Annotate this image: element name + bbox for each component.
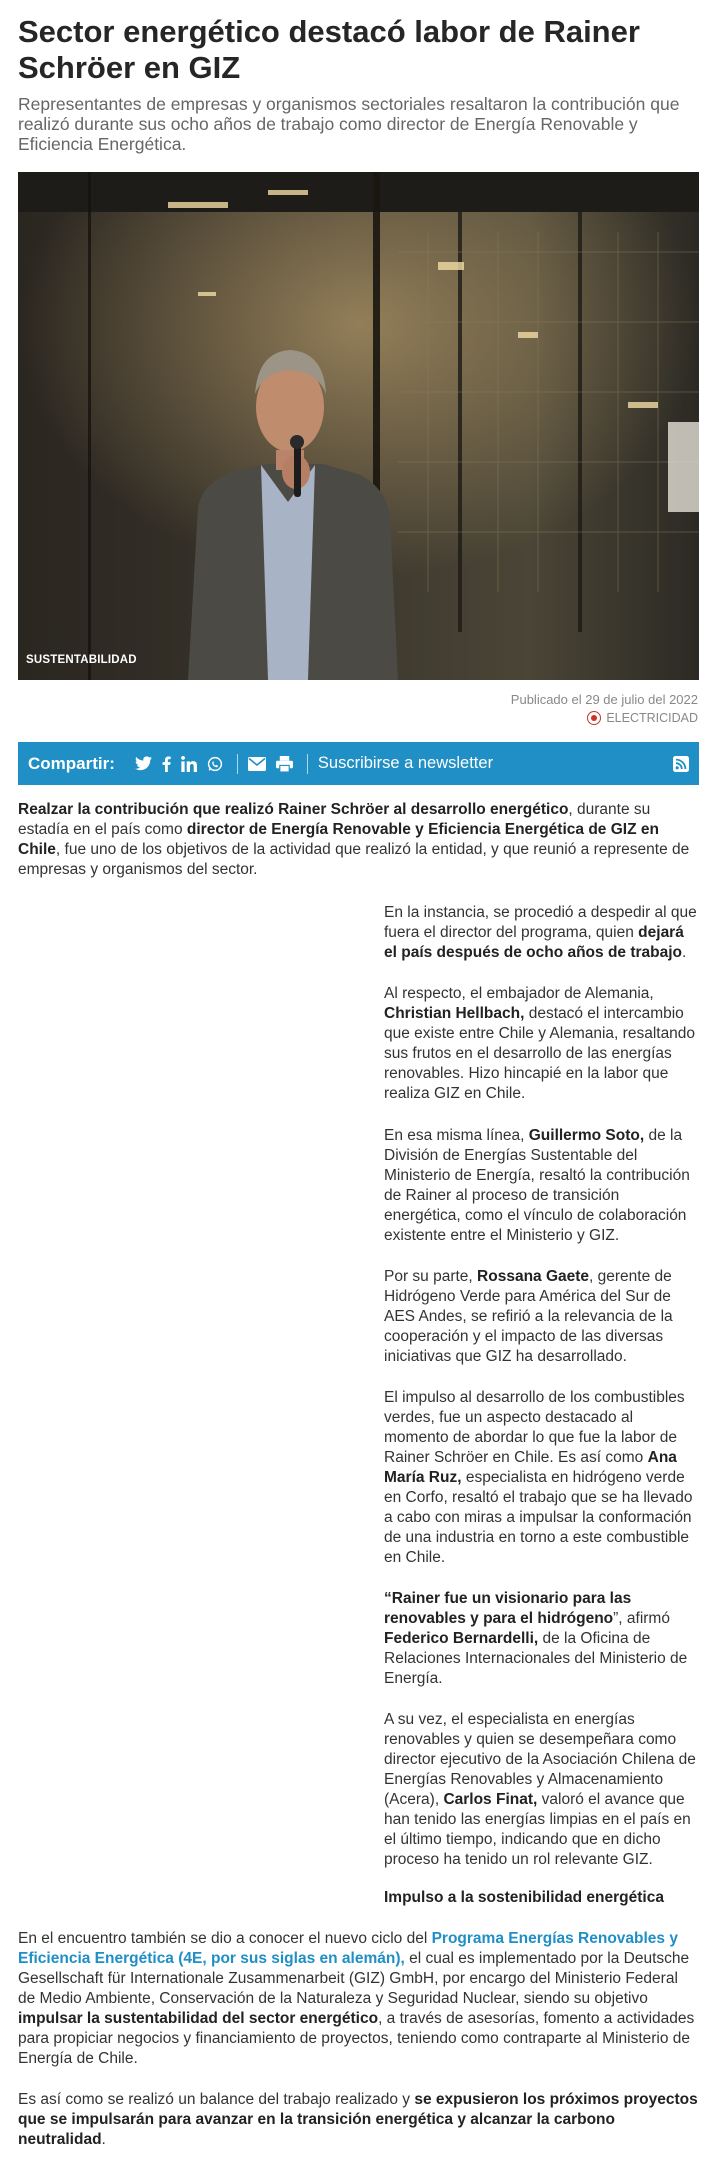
p7-text-1: A su vez, el especialista en energías renovables y quien se desempeñara como director ejecutivo de la Asociación Chilena de Energías Renovables y Almacenamiento (Acera),	[384, 1711, 696, 1808]
p5-text-1: El impulso al desarrollo de los combustibles verdes, fue un aspecto destacado al momento de abordar lo que fue la labor de Rainer Schröer en Chile. Es así como	[384, 1389, 685, 1466]
p8-text-1: En el encuentro también se dio a conocer el nuevo ciclo del	[18, 1930, 432, 1947]
paragraph-8	[18, 1929, 699, 2069]
intro-paragraph	[18, 800, 699, 880]
article-title: Sector energético destacó labor de Rainer Schröer en GIZ	[18, 14, 640, 85]
p2-bold: Christian Hellbach,	[384, 1005, 525, 1022]
p1-bold: dejará el país después de ocho años de trabajo	[384, 924, 684, 961]
program-4e-link[interactable]: Programa Energías Renovables y Eficiencia Energética (4E, por sus siglas en alemán),	[18, 1930, 678, 1967]
paragraph-2	[384, 984, 699, 1104]
p5-bold: Ana María Ruz,	[384, 1449, 677, 1486]
speaker-photo	[18, 172, 699, 680]
p7-bold: Carlos Finat,	[443, 1791, 538, 1808]
rss-icon[interactable]	[673, 756, 689, 772]
published-date: Publicado el 29 de julio del 2022	[510, 692, 698, 707]
linkedin-icon[interactable]	[181, 756, 197, 772]
paragraph-9	[18, 2090, 699, 2150]
paragraph-4	[384, 1267, 699, 1367]
p6-quote: “Rainer fue un visionario para las renovables y para el hidrógeno	[384, 1590, 632, 1627]
p7-text-2: valoró el avance que han tenido las energías limpias en el país en el último tiempo, indicando que en dicho proceso ha tenido un rol relevante GIZ.	[384, 1791, 691, 1868]
p2-text-1: Al respecto, el embajador de Alemania,	[384, 985, 654, 1002]
twitter-icon[interactable]	[135, 756, 152, 771]
intro-text-1: , durante su estadía en el país como	[18, 801, 651, 838]
p4-text-1: Por su parte,	[384, 1268, 478, 1285]
print-icon[interactable]	[276, 756, 293, 772]
category-link[interactable]	[587, 711, 698, 725]
intro-bold-2: director de Energía Renovable y Eficiencia Energética de GIZ en Chile	[18, 821, 659, 858]
share-bar	[18, 742, 699, 785]
category-label: ELECTRICIDAD	[606, 711, 698, 725]
paragraph-3	[384, 1126, 699, 1246]
p5-text-2: especialista en hidrógeno verde en Corfo, resaltó el trabajo que se ha llevado a cabo con miras a impulsar la conformación de una industria en torno a este combustible en Chile.	[384, 1469, 693, 1566]
p3-bold: Guillermo Soto,	[528, 1127, 645, 1144]
paragraph-1	[384, 903, 699, 963]
intro-text-2: , fue uno de los objetivos de la actividad que realizó la entidad, y que reunió a represente de empresas y organismos del sector.	[18, 841, 690, 878]
whatsapp-icon[interactable]	[207, 756, 223, 772]
p6-bold: Federico Bernardelli,	[384, 1630, 539, 1647]
image-category-tag[interactable]: SUSTENTABILIDAD	[26, 654, 137, 666]
email-icon[interactable]	[248, 757, 266, 771]
paragraph-5	[384, 1388, 699, 1568]
p3-text-1: En esa misma línea,	[384, 1127, 529, 1144]
p9-bold: se expusieron los próximos proyectos que se impulsarán para avanzar en la transición energética y alcanzar la carbono neutralidad	[18, 2091, 698, 2148]
paragraph-6	[384, 1589, 699, 1689]
article-photo	[18, 172, 699, 680]
p4-text-2: , gerente de Hidrógeno Verde para América del Sur de AES Andes, se refirió a la relevancia de la cooperación y el impacto de las diversas iniciativas que GIZ ha desarrollado.	[384, 1268, 673, 1365]
share-label: Compartir:	[28, 753, 115, 773]
share-divider-2	[307, 754, 308, 774]
p1-text-2: .	[682, 944, 687, 961]
share-divider	[237, 754, 238, 774]
electricity-icon	[587, 711, 601, 725]
p6-text-2: de la Oficina de Relaciones Internacionales del Ministerio de Energía.	[384, 1630, 688, 1687]
article-lead: Representantes de empresas y organismos sectoriales resaltaron la contribución que realizó durante sus ocho años de trabajo como director de Energía Renovable y Eficiencia Energética.	[18, 94, 680, 154]
p8-bold: impulsar la sustentabilidad del sector energético	[18, 2010, 379, 2027]
p6-text-1: ”, afirmó	[613, 1610, 670, 1627]
p3-text-2: de la División de Energías Sustentable del Ministerio de Energía, resaltó la contribución de Rainer al proceso de transición energética, como el vínculo de colaboración existente entre el Ministerio y GIZ.	[384, 1127, 690, 1244]
newsletter-subscribe-link[interactable]: Suscribirse a newsletter	[317, 754, 494, 772]
paragraph-7	[384, 1710, 699, 1870]
p8-text-2: el cual es implementado por la Deutsche Gesellschaft für Internationale Zusammenarbeit (GIZ) GmbH, por encargo del Ministerio Federal de Medio Ambiente, Conservación de la Naturaleza y Seguridad Nuclear, siendo su objetivo	[18, 1950, 690, 2007]
p1-text-1: En la instancia, se procedió a despedir al que fuera el director del programa, quien	[384, 904, 697, 941]
p2-text-2: destacó el intercambio que existe entre Chile y Alemania, resaltando sus frutos en el desarrollo de las energías renovables. Hizo hincapié en la labor que realiza GIZ en Chile.	[384, 1005, 696, 1102]
facebook-icon[interactable]	[162, 756, 171, 772]
intro-bold-1: Realzar la contribución que realizó Rainer Schröer al desarrollo energético	[18, 801, 569, 818]
p9-text-2: .	[101, 2131, 106, 2148]
p4-bold: Rossana Gaete	[477, 1268, 590, 1285]
section-subheading: Impulso a la sostenibilidad energética	[384, 1889, 664, 1906]
p8-text-3: , a través de asesorías, fomento a actividades para propiciar negocios y financiamiento de proyectos, teniendo como contraparte al Ministerio de Energía de Chile.	[18, 2010, 695, 2067]
p9-text-1: Es así como se realizó un balance del trabajo realizado y	[18, 2091, 415, 2108]
